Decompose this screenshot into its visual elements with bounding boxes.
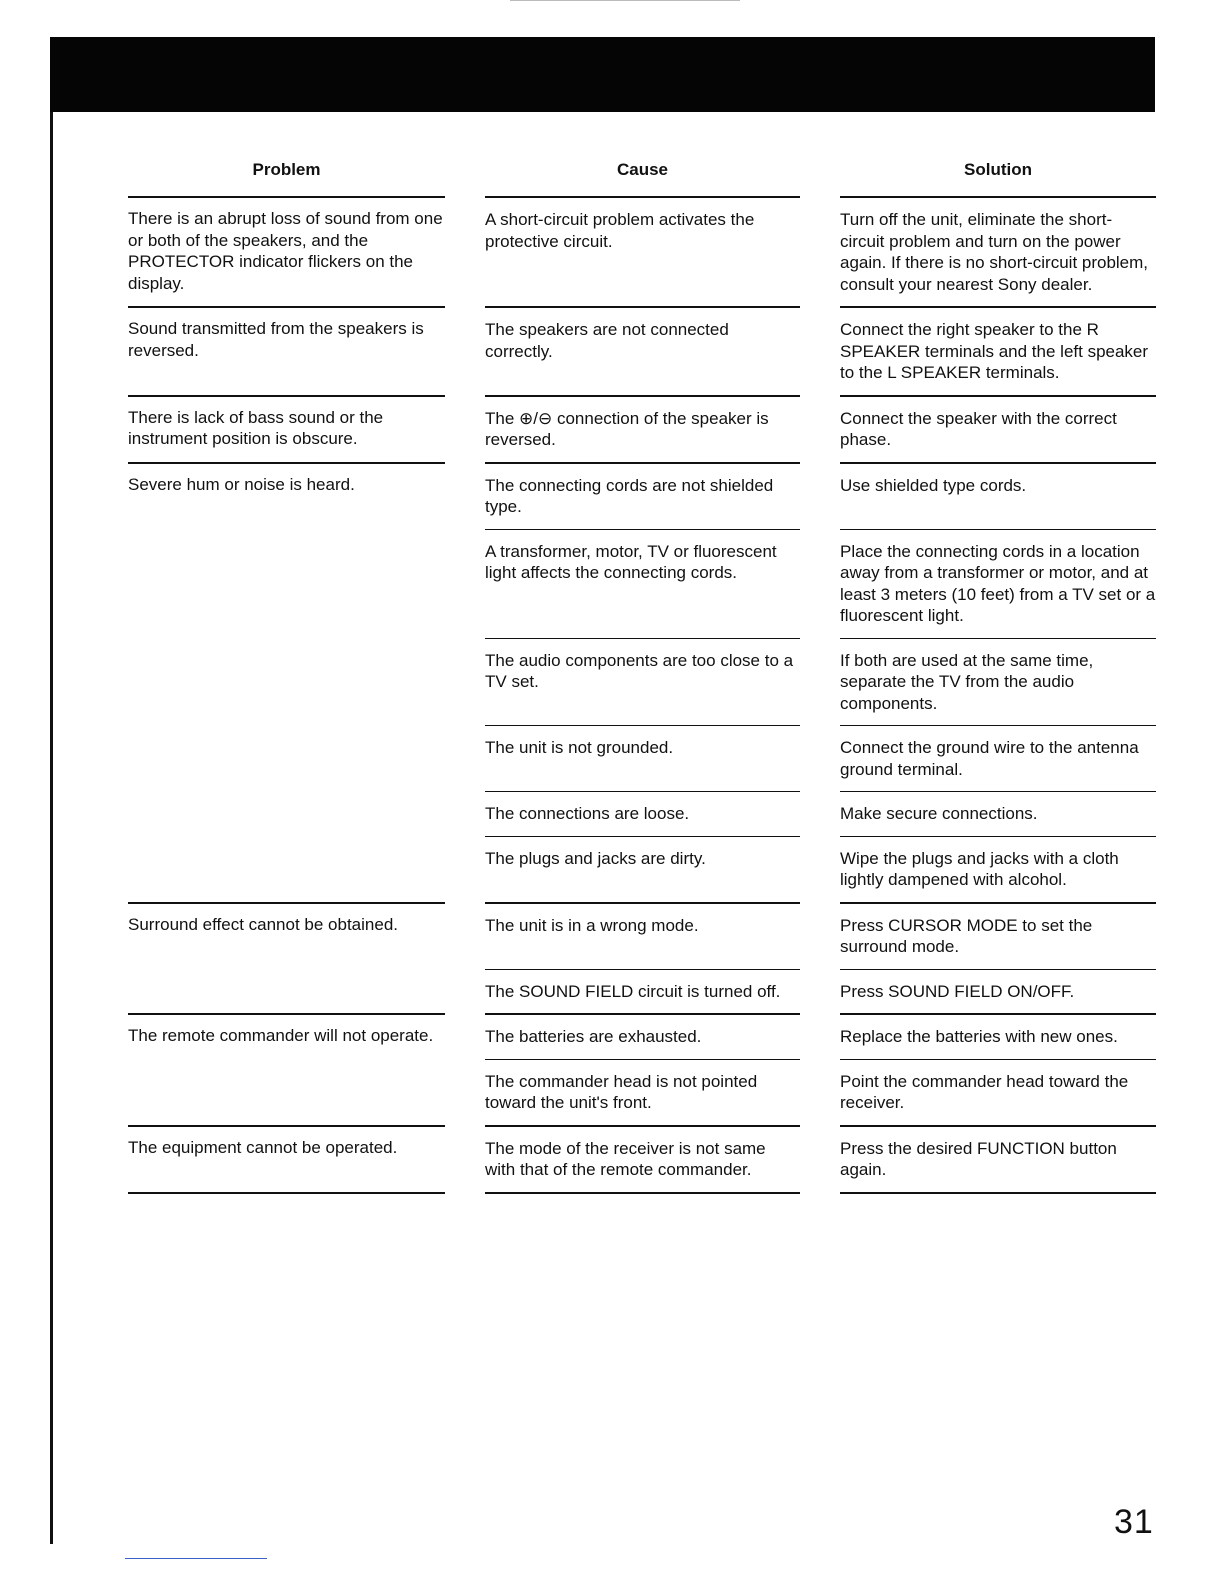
solution-text: Press CURSOR MODE to set the surround mode. [840,904,1156,970]
cause-solution-list [485,1127,1156,1192]
cause-solution-list [485,198,1156,306]
cause-text: The unit is in a wrong mode. [485,904,800,970]
table-row [485,397,1156,462]
table-row [485,837,1156,902]
group-divider [128,1192,1156,1194]
cause-text: The plugs and jacks are dirty. [485,848,706,868]
cause-text: The audio components are too close to a TV set. [485,639,800,727]
problem-text: There is lack of bass sound or the instrument position is obscure. [128,407,384,448]
cause-text: The ⊕/⊖ connection of the speaker is reversed. [485,408,769,449]
solution-text: If both are used at the same time, separate the TV from the audio components. [840,639,1156,727]
solution-text: Use shielded type cords. [840,464,1156,530]
problem-group [128,1127,1156,1192]
table-row [485,464,1156,530]
cause-solution-list [485,904,1156,1014]
table-row [485,970,1156,1014]
troubleshooting-table [128,160,1156,1194]
solution-text: Wipe the plugs and jacks with a cloth lightly dampened with alcohol. [840,848,1119,889]
table-row [485,639,1156,727]
problem-text: Surround effect cannot be obtained. [128,914,398,934]
cause-text: The commander head is not pointed toward the unit's front. [485,1071,758,1112]
solution-text: Place the connecting cords in a location away from a transformer or motor, and at least 3 meters (10 feet) from a TV set or a fluorescent light. [840,530,1156,639]
solution-text: Connect the speaker with the correct phase. [840,408,1117,449]
solution-text: Replace the batteries with new ones. [840,1015,1156,1060]
table-row [485,726,1156,792]
column-headers [128,160,1156,196]
table-row [485,198,1156,306]
solution-text: Connect the ground wire to the antenna ground terminal. [840,726,1156,792]
cause-solution-list [485,308,1156,395]
cause-text: The unit is not grounded. [485,726,800,792]
table-row [485,792,1156,837]
solution-text: Press the desired FUNCTION button again. [840,1138,1117,1179]
table-row [485,530,1156,639]
problem-group [128,308,1156,395]
header-bar [50,37,1155,112]
cause-column-header: Cause [616,160,669,179]
cause-text: The connecting cords are not shielded type. [485,464,800,530]
cause-solution-list [485,397,1156,462]
table-row [485,308,1156,395]
top-edge-line [510,0,740,1]
bottom-edge-line [125,1558,267,1559]
cause-text: The mode of the receiver is not same with that of the remote commander. [485,1138,766,1179]
cause-text: The connections are loose. [485,792,800,837]
table-row [485,1127,1156,1192]
table-body [128,198,1156,1194]
solution-text: Press SOUND FIELD ON/OFF. [840,981,1075,1001]
cause-text: A transformer, motor, TV or fluorescent light affects the connecting cords. [485,530,800,639]
table-row [485,1060,1156,1125]
solution-column-header: Solution [964,160,1032,179]
problem-text: Sound transmitted from the speakers is reversed. [128,319,424,360]
solution-text: Make secure connections. [840,792,1156,837]
solution-text: Connect the right speaker to the R SPEAKER terminals and the left speaker to the L SPEAKER terminals. [840,320,1149,382]
problem-text: There is an abrupt loss of sound from one or both of the speakers, and the PROTECTOR indicator flickers on the display. [128,209,443,293]
cause-text: The SOUND FIELD circuit is turned off. [485,981,781,1001]
left-margin-rule [50,112,53,1544]
table-row [485,904,1156,970]
problem-group [128,397,1156,462]
problem-group [128,464,1156,902]
problem-group [128,1015,1156,1125]
problem-text: Severe hum or noise is heard. [128,474,355,494]
cause-solution-list [485,464,1156,902]
problem-group [128,904,1156,1014]
problem-column-header: Problem [252,160,321,179]
problem-group [128,198,1156,306]
cause-text: A short-circuit problem activates the protective circuit. [485,210,755,251]
solution-text: Turn off the unit, eliminate the short-circuit problem and turn on the power again. If there is no short-circuit problem, consult your nearest Sony dealer. [840,210,1149,294]
table-row [485,1015,1156,1060]
page-number: 31 [1114,1503,1154,1541]
cause-solution-list [485,1015,1156,1125]
cause-text: The speakers are not connected correctly. [485,320,729,361]
cause-text: The batteries are exhausted. [485,1015,800,1060]
problem-text: The equipment cannot be operated. [128,1137,398,1157]
problem-text: The remote commander will not operate. [128,1026,434,1045]
solution-text: Point the commander head toward the receiver. [840,1071,1129,1112]
